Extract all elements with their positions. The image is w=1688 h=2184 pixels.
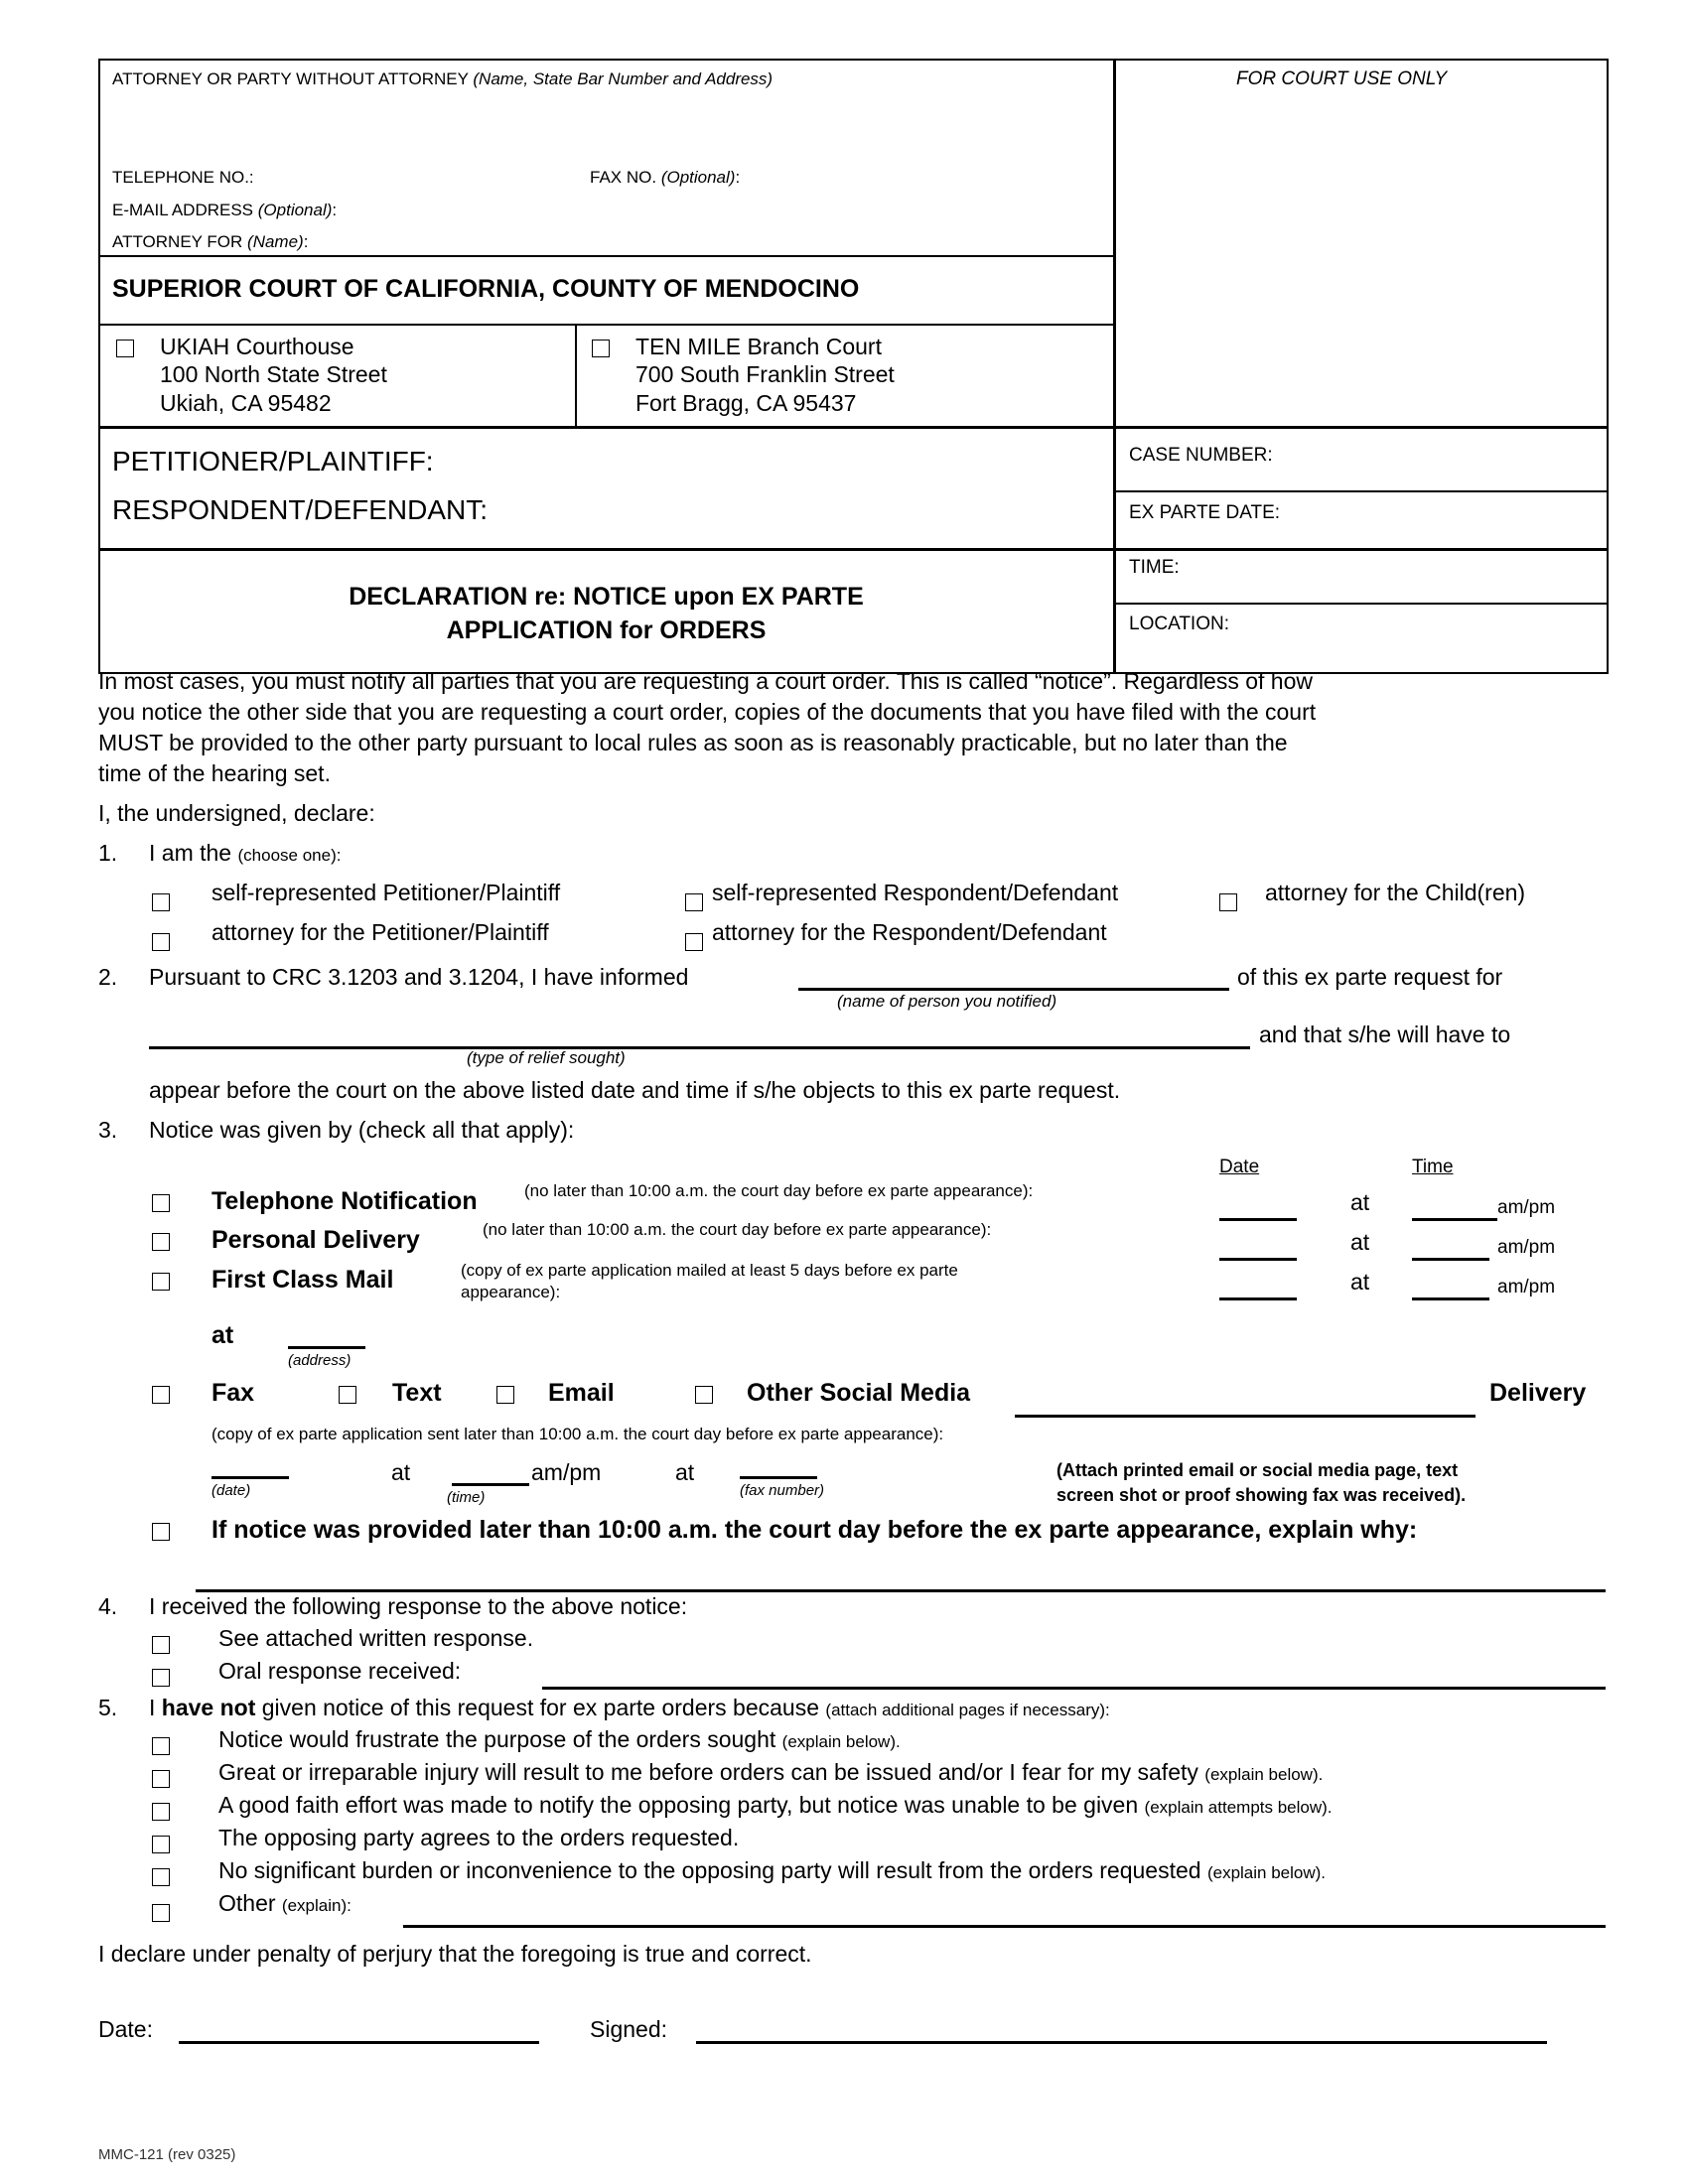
date-label: Date: — [98, 2016, 153, 2042]
attorney-for-label: ATTORNEY FOR (Name): — [112, 232, 309, 251]
mail-at: at — [1350, 1269, 1370, 1295]
ukiah-courthouse-name: UKIAH Courthouse — [160, 334, 354, 359]
ukiah-courthouse-city: Ukiah, CA 95482 — [160, 390, 332, 416]
mail-ampm: am/pm — [1497, 1277, 1556, 1297]
frustrate-purpose-label: Notice would frustrate the purpose of the orders sought (explain below). — [218, 1726, 901, 1752]
other-reason-field[interactable] — [403, 1925, 1606, 1928]
text-label: Text — [392, 1379, 442, 1407]
text-checkbox[interactable] — [339, 1386, 356, 1404]
section4-label: I received the following response to the above notice: — [149, 1593, 688, 1619]
section5-label: I have not given notice of this request for ex parte orders because (attach additional pages if necessary): — [149, 1695, 1110, 1720]
section2-text-before: Pursuant to CRC 3.1203 and 3.1204, I have informed — [149, 964, 689, 990]
time-column-header: Time — [1412, 1157, 1454, 1177]
personal-ampm: am/pm — [1497, 1237, 1556, 1258]
section5-number: 5. — [98, 1695, 118, 1720]
good-faith-effort-label: A good faith effort was made to notify the opposing party, but notice was unable to be given (explain attempts below). — [218, 1792, 1333, 1818]
oral-response-label: Oral response received: — [218, 1658, 462, 1684]
self-represented-respondent-checkbox[interactable] — [685, 893, 703, 911]
good-faith-effort-checkbox[interactable] — [152, 1803, 170, 1821]
declare-line: I, the undersigned, declare: — [98, 800, 375, 826]
party-agrees-checkbox[interactable] — [152, 1836, 170, 1853]
location-label: LOCATION: — [1129, 614, 1229, 634]
intro-line-4: time of the hearing set. — [98, 760, 331, 786]
electronic-at-1: at — [391, 1459, 411, 1485]
attorney-for-children-label: attorney for the Child(ren) — [1265, 880, 1526, 905]
first-class-mail-label: First Class Mail — [211, 1266, 394, 1294]
attorney-for-petitioner-checkbox[interactable] — [152, 933, 170, 951]
telephone-ampm: am/pm — [1497, 1197, 1556, 1218]
mail-address-hint: (address) — [288, 1352, 352, 1369]
ten-mile-courthouse-name: TEN MILE Branch Court — [635, 334, 882, 359]
courthouse-bottom-rule — [98, 426, 1609, 429]
other-reason-checkbox[interactable] — [152, 1904, 170, 1922]
attorney-label: ATTORNEY OR PARTY WITHOUT ATTORNEY (Name, State Bar Number and Address) — [112, 69, 774, 88]
telephone-time-field[interactable] — [1412, 1218, 1497, 1221]
oral-response-checkbox[interactable] — [152, 1669, 170, 1687]
section3-label: Notice was given by (check all that apply): — [149, 1117, 575, 1143]
petitioner-label: PETITIONER/PLAINTIFF: — [112, 446, 434, 477]
electronic-date-hint: (date) — [211, 1482, 251, 1499]
perjury-statement: I declare under penalty of perjury that the foregoing is true and correct. — [98, 1941, 812, 1967]
form-id: MMC-121 (rev 0325) — [98, 2146, 236, 2163]
intro-line-2: you notice the other side that you are requesting a court order, copies of the documents that you have filed with the court — [98, 699, 1317, 725]
notified-person-hint: (name of person you notified) — [837, 992, 1057, 1011]
personal-delivery-label: Personal Delivery — [211, 1226, 420, 1254]
caption-divider — [1113, 59, 1116, 674]
late-notice-checkbox[interactable] — [152, 1523, 170, 1541]
irreparable-injury-checkbox[interactable] — [152, 1770, 170, 1788]
electronic-ampm: am/pm — [531, 1459, 602, 1485]
ten-mile-courthouse-city: Fort Bragg, CA 95437 — [635, 390, 857, 416]
fax-label: FAX NO. (Optional): — [590, 168, 741, 187]
attorney-for-respondent-label: attorney for the Respondent/Defendant — [712, 919, 1107, 945]
telephone-at: at — [1350, 1189, 1370, 1215]
fax-checkbox[interactable] — [152, 1386, 170, 1404]
section1-number: 1. — [98, 840, 118, 866]
electronic-at-2: at — [675, 1459, 695, 1485]
electronic-note: (copy of ex parte application sent later than 10:00 a.m. the court day before ex parte appearance): — [211, 1425, 944, 1443]
intro-line-1: In most cases, you must notify all parties that you are requesting a court order. This is called “notice”. Regardless of how — [98, 668, 1313, 694]
form-title-line2: APPLICATION for ORDERS — [446, 616, 767, 644]
section2-closing: appear before the court on the above listed date and time if s/he objects to this ex parte request. — [149, 1077, 1121, 1103]
case-number-label: CASE NUMBER: — [1129, 445, 1273, 466]
relief-after-text: and that s/he will have to — [1259, 1022, 1511, 1047]
court-use-only-label: FOR COURT USE ONLY — [1236, 68, 1448, 89]
party-agrees-label: The opposing party agrees to the orders requested. — [218, 1825, 740, 1850]
form-title-line1: DECLARATION re: NOTICE upon EX PARTE — [349, 583, 864, 611]
section2-text-after: of this ex parte request for — [1237, 964, 1503, 990]
relief-sought-hint: (type of relief sought) — [467, 1048, 626, 1067]
section2-number: 2. — [98, 964, 118, 990]
written-response-checkbox[interactable] — [152, 1636, 170, 1654]
court-name: SUPERIOR COURT OF CALIFORNIA, COUNTY OF MENDOCINO — [112, 275, 860, 303]
personal-delivery-note: (no later than 10:00 a.m. the court day before ex parte appearance): — [483, 1220, 992, 1239]
self-represented-petitioner-checkbox[interactable] — [152, 893, 170, 911]
electronic-date-field[interactable] — [211, 1476, 289, 1479]
first-class-mail-checkbox[interactable] — [152, 1273, 170, 1291]
ten-mile-courthouse-checkbox[interactable] — [592, 340, 610, 357]
personal-time-field[interactable] — [1412, 1258, 1489, 1261]
delivery-label: Delivery — [1489, 1379, 1587, 1407]
no-burden-label: No significant burden or inconvenience to the opposing party will result from the orders requested (explain below). — [218, 1857, 1327, 1883]
attorney-for-respondent-checkbox[interactable] — [685, 933, 703, 951]
respondent-label: RESPONDENT/DEFENDANT: — [112, 494, 489, 525]
personal-date-field[interactable] — [1219, 1258, 1297, 1261]
court-name-bottom-rule — [98, 324, 1114, 326]
time-label: TIME: — [1129, 557, 1180, 578]
other-social-media-label: Other Social Media — [747, 1379, 971, 1407]
attach-proof-line-1: (Attach printed email or social media page, text — [1056, 1460, 1459, 1480]
no-burden-checkbox[interactable] — [152, 1868, 170, 1886]
email-option-label: Email — [548, 1379, 615, 1407]
ten-mile-courthouse-street: 700 South Franklin Street — [635, 361, 895, 387]
personal-at: at — [1350, 1229, 1370, 1255]
notified-person-field[interactable] — [798, 988, 1229, 991]
self-represented-respondent-label: self-represented Respondent/Defendant — [712, 880, 1119, 905]
email-checkbox[interactable] — [496, 1386, 514, 1404]
intro-line-3: MUST be provided to the other party pursuant to local rules as soon as is reasonably practicable, but no later than the — [98, 730, 1288, 755]
frustrate-purpose-checkbox[interactable] — [152, 1737, 170, 1755]
section4-number: 4. — [98, 1593, 118, 1619]
signed-label: Signed: — [590, 2016, 668, 2042]
mail-address-at: at — [211, 1321, 234, 1349]
mail-time-field[interactable] — [1412, 1297, 1489, 1300]
late-notice-explanation-field[interactable] — [196, 1589, 1606, 1592]
mail-date-field[interactable] — [1219, 1297, 1297, 1300]
time-bottom-rule — [1114, 603, 1609, 605]
relief-sought-field[interactable] — [149, 1046, 1250, 1049]
courthouse-divider — [575, 324, 577, 427]
telephone-notification-note: (no later than 10:00 a.m. the court day before ex parte appearance): — [524, 1181, 1034, 1200]
personal-delivery-checkbox[interactable] — [152, 1233, 170, 1251]
first-class-mail-note: (copy of ex parte application mailed at least 5 days before ex parte — [461, 1261, 958, 1280]
telephone-date-field[interactable] — [1219, 1218, 1297, 1221]
telephone-label: TELEPHONE NO.: — [112, 168, 254, 187]
other-reason-label: Other (explain): — [218, 1890, 352, 1916]
mail-address-field[interactable] — [288, 1346, 365, 1349]
irreparable-injury-label: Great or irreparable injury will result to me before orders can be issued and/or I fear for my safety (explain below). — [218, 1759, 1324, 1785]
fax-number-hint: (fax number) — [740, 1482, 825, 1499]
section1-label: I am the (choose one): — [149, 840, 342, 866]
telephone-notification-label: Telephone Notification — [211, 1187, 478, 1215]
other-social-media-checkbox[interactable] — [695, 1386, 713, 1404]
parties-bottom-rule — [98, 548, 1609, 551]
telephone-notification-checkbox[interactable] — [152, 1194, 170, 1212]
signature-field[interactable] — [696, 2041, 1547, 2044]
fax-label: Fax — [211, 1379, 255, 1407]
fax-number-field[interactable] — [740, 1476, 817, 1479]
attach-proof-line-2: screen shot or proof showing fax was received). — [1056, 1485, 1467, 1505]
written-response-label: See attached written response. — [218, 1625, 534, 1651]
email-label: E-MAIL ADDRESS (Optional): — [112, 201, 338, 219]
first-class-mail-note-2: appearance): — [461, 1283, 561, 1301]
electronic-time-hint: (time) — [447, 1489, 486, 1506]
attorney-bottom-rule — [98, 255, 1114, 257]
section3-number: 3. — [98, 1117, 118, 1143]
ukiah-courthouse-checkbox[interactable] — [116, 340, 134, 357]
attorney-for-children-checkbox[interactable] — [1219, 893, 1237, 911]
late-notice-label: If notice was provided later than 10:00 a.m. the court day before the ex parte appearance, explain why: — [211, 1516, 1418, 1544]
attorney-for-petitioner-label: attorney for the Petitioner/Plaintiff — [211, 919, 549, 945]
ex-parte-date-label: EX PARTE DATE: — [1129, 502, 1281, 523]
social-media-field[interactable] — [1015, 1415, 1476, 1418]
date-column-header: Date — [1219, 1157, 1260, 1177]
self-represented-petitioner-label: self-represented Petitioner/Plaintiff — [211, 880, 561, 905]
electronic-time-field[interactable] — [452, 1483, 529, 1486]
attorney-name-field[interactable] — [109, 94, 1102, 164]
case-number-bottom-rule — [1114, 490, 1609, 492]
oral-response-field[interactable] — [542, 1687, 1606, 1690]
signature-date-field[interactable] — [179, 2041, 539, 2044]
ukiah-courthouse-street: 100 North State Street — [160, 361, 387, 387]
